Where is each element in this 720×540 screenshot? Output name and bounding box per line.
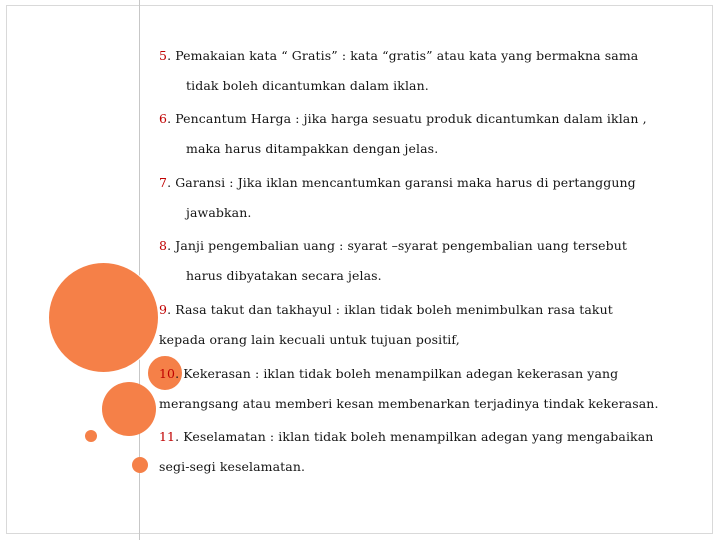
- item-text: . Garansi : Jika iklan mencantumkan garansi maka harus di pertanggung: [167, 175, 636, 190]
- item-number: 8: [159, 238, 168, 253]
- item-10-line-1: [159, 366, 618, 381]
- item-text: . Keselamatan : iklan tidak boleh menampilkan adegan yang mengabaikan: [175, 429, 654, 444]
- item-6-line-2: maka harus ditampakkan dengan jelas.: [186, 141, 439, 156]
- item-number: 11: [159, 429, 176, 444]
- item-text: . Pencantum Harga : jika harga sesuatu produk dicantumkan dalam iklan ,: [167, 111, 647, 126]
- decor-circle-large: [48, 262, 159, 373]
- item-9-line-1: [159, 302, 613, 317]
- item-11-line-1: [159, 429, 653, 444]
- item-number: 7: [159, 175, 168, 190]
- item-5-line-1: [159, 48, 638, 63]
- item-text: . Kekerasan : iklan tidak boleh menampilkan adegan kekerasan yang: [175, 366, 619, 381]
- item-number: 5: [159, 48, 168, 63]
- item-number: 9: [159, 302, 168, 317]
- item-11-line-2: segi-segi keselamatan.: [159, 459, 306, 474]
- item-number: 10: [159, 366, 176, 381]
- item-text: . Rasa takut dan takhayul : iklan tidak boleh menimbulkan rasa takut: [167, 302, 613, 317]
- item-9-line-2: kepada orang lain kecuali untuk tujuan positif,: [159, 332, 460, 347]
- item-8-line-2: harus dibyatakan secara jelas.: [186, 268, 382, 283]
- item-7-line-2: jawabkan.: [186, 205, 252, 220]
- item-8-line-1: [159, 238, 627, 253]
- decor-circle-tiny-2: [132, 457, 148, 473]
- decor-circle-tiny: [85, 430, 97, 442]
- item-5-line-2: tidak boleh dicantumkan dalam iklan.: [186, 78, 429, 93]
- item-7-line-1: [159, 175, 636, 190]
- item-number: 6: [159, 111, 168, 126]
- item-text: . Janji pengembalian uang : syarat –syarat pengembalian uang tersebut: [167, 238, 628, 253]
- item-text: . Pemakaian kata “ Gratis” : kata “gratis” atau kata yang bermakna sama: [167, 48, 639, 63]
- item-6-line-1: [159, 111, 647, 126]
- decor-circle-medium: [102, 382, 156, 436]
- item-10-line-2: merangsang atau memberi kesan membenarkan terjadinya tindak kekerasan.: [159, 396, 659, 411]
